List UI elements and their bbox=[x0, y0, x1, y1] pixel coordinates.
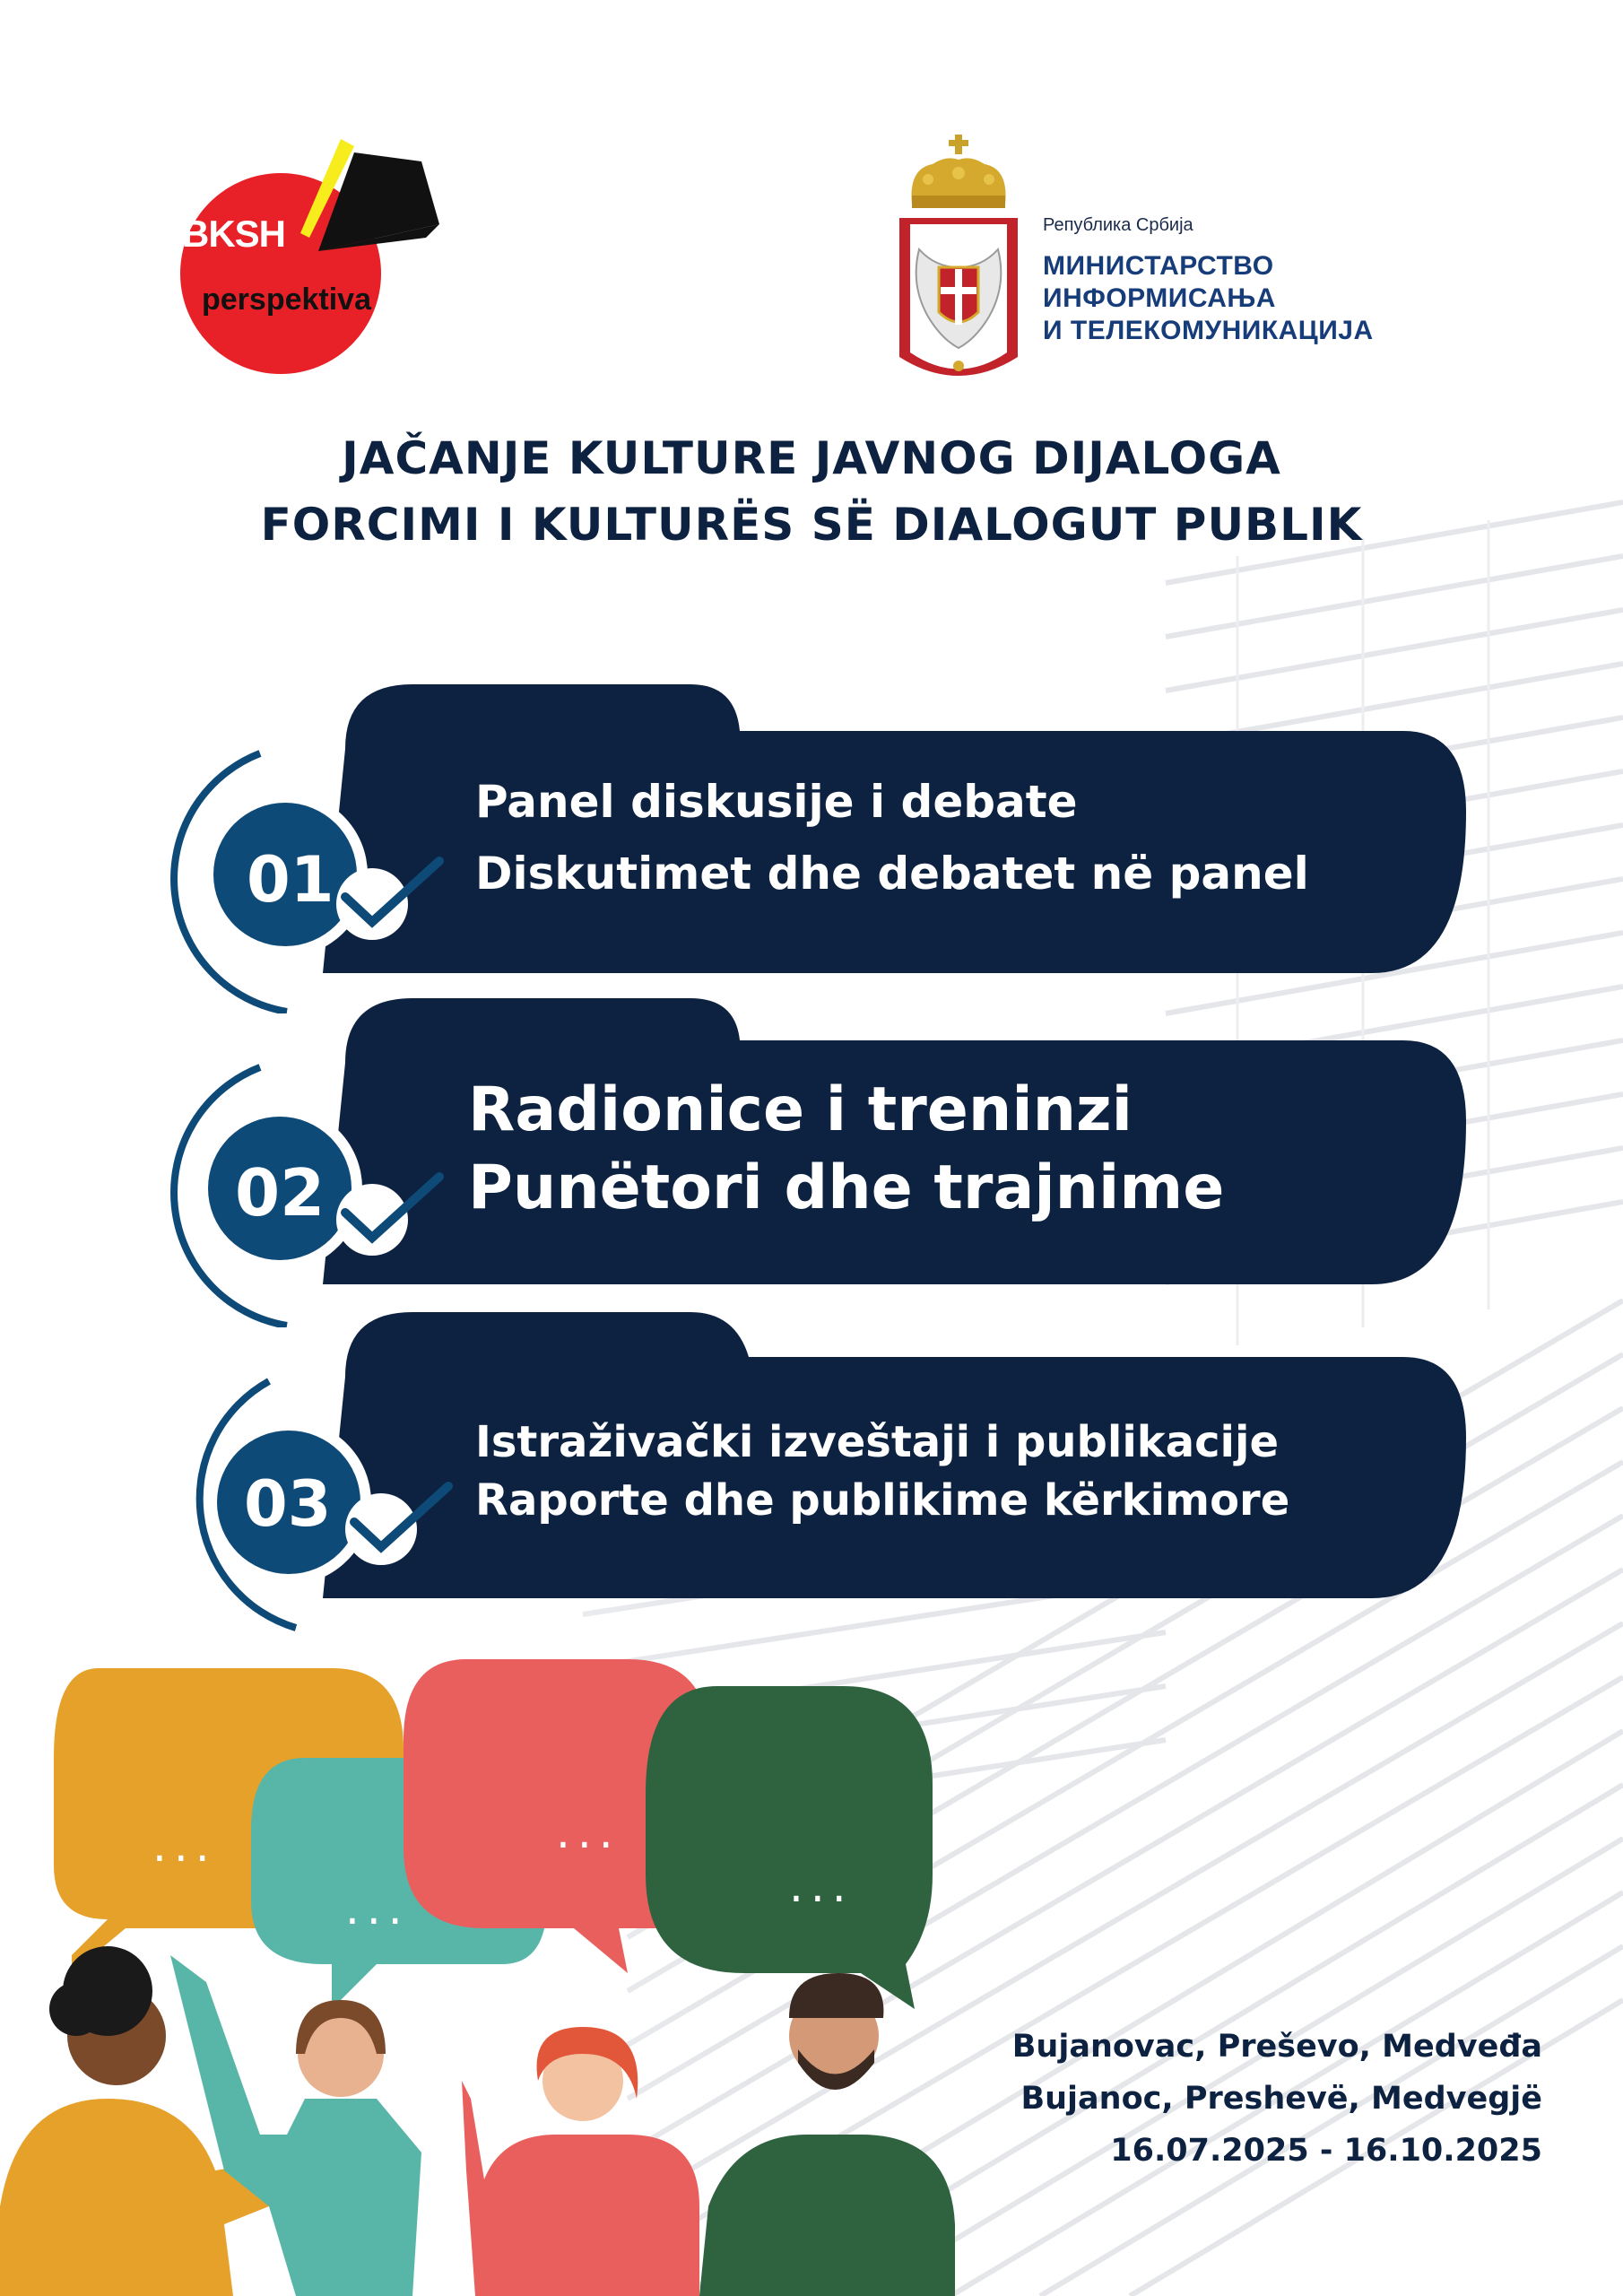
logo-mark bbox=[175, 139, 444, 381]
item-line-2: Raporte dhe publikime kërkimore bbox=[475, 1475, 1290, 1526]
item-number: 02 bbox=[235, 1155, 325, 1231]
ministry-logo bbox=[892, 133, 1520, 388]
bksh-subtitle: perspektiva bbox=[202, 283, 371, 317]
ministry-line-1: МИНИСТАРСТВО bbox=[1043, 251, 1274, 281]
item-line-2: Punëtori dhe trajnime bbox=[468, 1152, 1225, 1223]
item-line-1: Radionice i treninzi bbox=[468, 1074, 1133, 1145]
bksh-perspektiva-logo bbox=[175, 139, 444, 381]
person-coral-top bbox=[462, 2027, 699, 2296]
bubble-dots-teal: ... bbox=[345, 1883, 410, 1935]
bksh-title: BKSH bbox=[182, 213, 286, 255]
item-card-2 bbox=[152, 996, 1480, 1327]
item-card-3 bbox=[152, 1309, 1480, 1641]
person-green-sweater bbox=[699, 1973, 955, 2296]
ministry-country: Република Србија bbox=[1043, 215, 1193, 235]
bubble-dots-coral: ... bbox=[556, 1806, 621, 1858]
serbia-coat-of-arms-icon bbox=[892, 133, 1027, 388]
item-line-1: Istraživački izveštaji i publikacije bbox=[475, 1417, 1279, 1467]
locations-serbian: Bujanovac, Preševo, Medveđa bbox=[1011, 2029, 1542, 2065]
item-number: 03 bbox=[244, 1467, 332, 1541]
item-card-1 bbox=[152, 682, 1480, 1013]
bubble-dots-yellow: ... bbox=[152, 1820, 217, 1872]
title-albanian: FORCIMI I KULTURËS SË DIALOGUT PUBLIK bbox=[260, 499, 1363, 551]
item-line-2: Diskutimet dhe debatet në panel bbox=[475, 848, 1309, 900]
event-dates: 16.07.2025 - 16.10.2025 bbox=[1110, 2133, 1542, 2169]
item-line-1: Panel diskusije i debate bbox=[475, 776, 1078, 828]
ministry-line-2: ИНФОРМИСАЊА bbox=[1043, 283, 1276, 313]
speech-bubble-green bbox=[646, 1686, 933, 2009]
item-number: 01 bbox=[247, 843, 334, 917]
people-talking-illustration bbox=[0, 1632, 986, 2296]
ministry-line-3: И ТЕЛЕКОМУНИКАЦИЈА bbox=[1043, 316, 1374, 345]
title-serbian: JAČANJE KULTURE JAVNOG DIJALOGA bbox=[342, 432, 1281, 484]
locations-albanian: Bujanoc, Preshevë, Medvegjë bbox=[1020, 2081, 1542, 2117]
bubble-dots-green: ... bbox=[789, 1860, 854, 1912]
